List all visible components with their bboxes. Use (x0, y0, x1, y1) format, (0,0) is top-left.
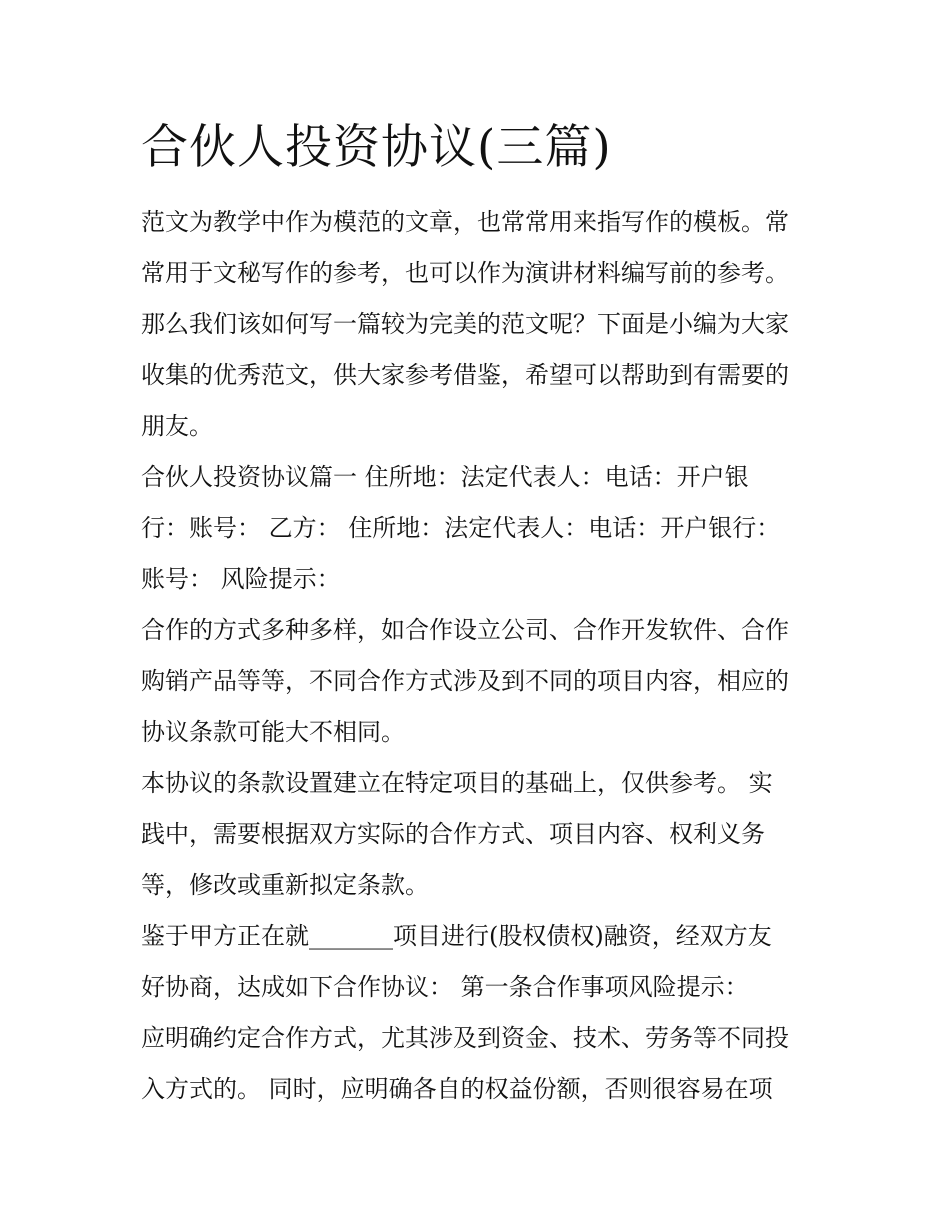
text-line: 协议条款可能大不相同。 (141, 718, 405, 746)
text-line: 朋友。 (141, 412, 213, 440)
text-line: 账号： 风险提示： (141, 565, 341, 593)
text-line: 本协议的条款设置建立在特定项目的基础上，仅供参考。 实 (141, 769, 773, 797)
text-line: 那么我们该如何写一篇较为完美的范文呢？下面是小编为大家 (141, 310, 789, 338)
text-line: 收集的优秀范文，供大家参考借鉴，希望可以帮助到有需要的 (141, 361, 789, 389)
text-line: 范文为教学中作为模范的文章，也常常用来指写作的模板。常 (141, 208, 789, 236)
text-line: 购销产品等等，不同合作方式涉及到不同的项目内容，相应的 (141, 667, 789, 695)
text-line: 合伙人投资协议篇一 住所地：法定代表人：电话：开户银 (141, 463, 749, 491)
text-line: 应明确约定合作方式，尤其涉及到资金、技术、劳务等不同投 (141, 1024, 789, 1052)
text-line: 常用于文秘写作的参考，也可以作为演讲材料编写前的参考。 (141, 259, 789, 287)
text-line: 践中，需要根据双方实际的合作方式、项目内容、权利义务 (141, 820, 765, 848)
text-line: 鉴于甲方正在就_______项目进行(股权债权)融资，经双方友 (141, 922, 772, 950)
text-line: 好协商，达成如下合作协议： 第一条合作事项风险提示： (141, 973, 749, 1001)
text-line: 行：账号： 乙方： 住所地：法定代表人：电话：开户银行： (141, 514, 781, 542)
text-line: 入方式的。 同时，应明确各自的权益份额，否则很容易在项 (141, 1075, 773, 1103)
document-title: 合伙人投资协议(三篇) (141, 120, 612, 175)
text-line: 等，修改或重新拟定条款。 (141, 871, 429, 899)
text-line: 合作的方式多种多样，如合作设立公司、合作开发软件、合作 (141, 616, 789, 644)
